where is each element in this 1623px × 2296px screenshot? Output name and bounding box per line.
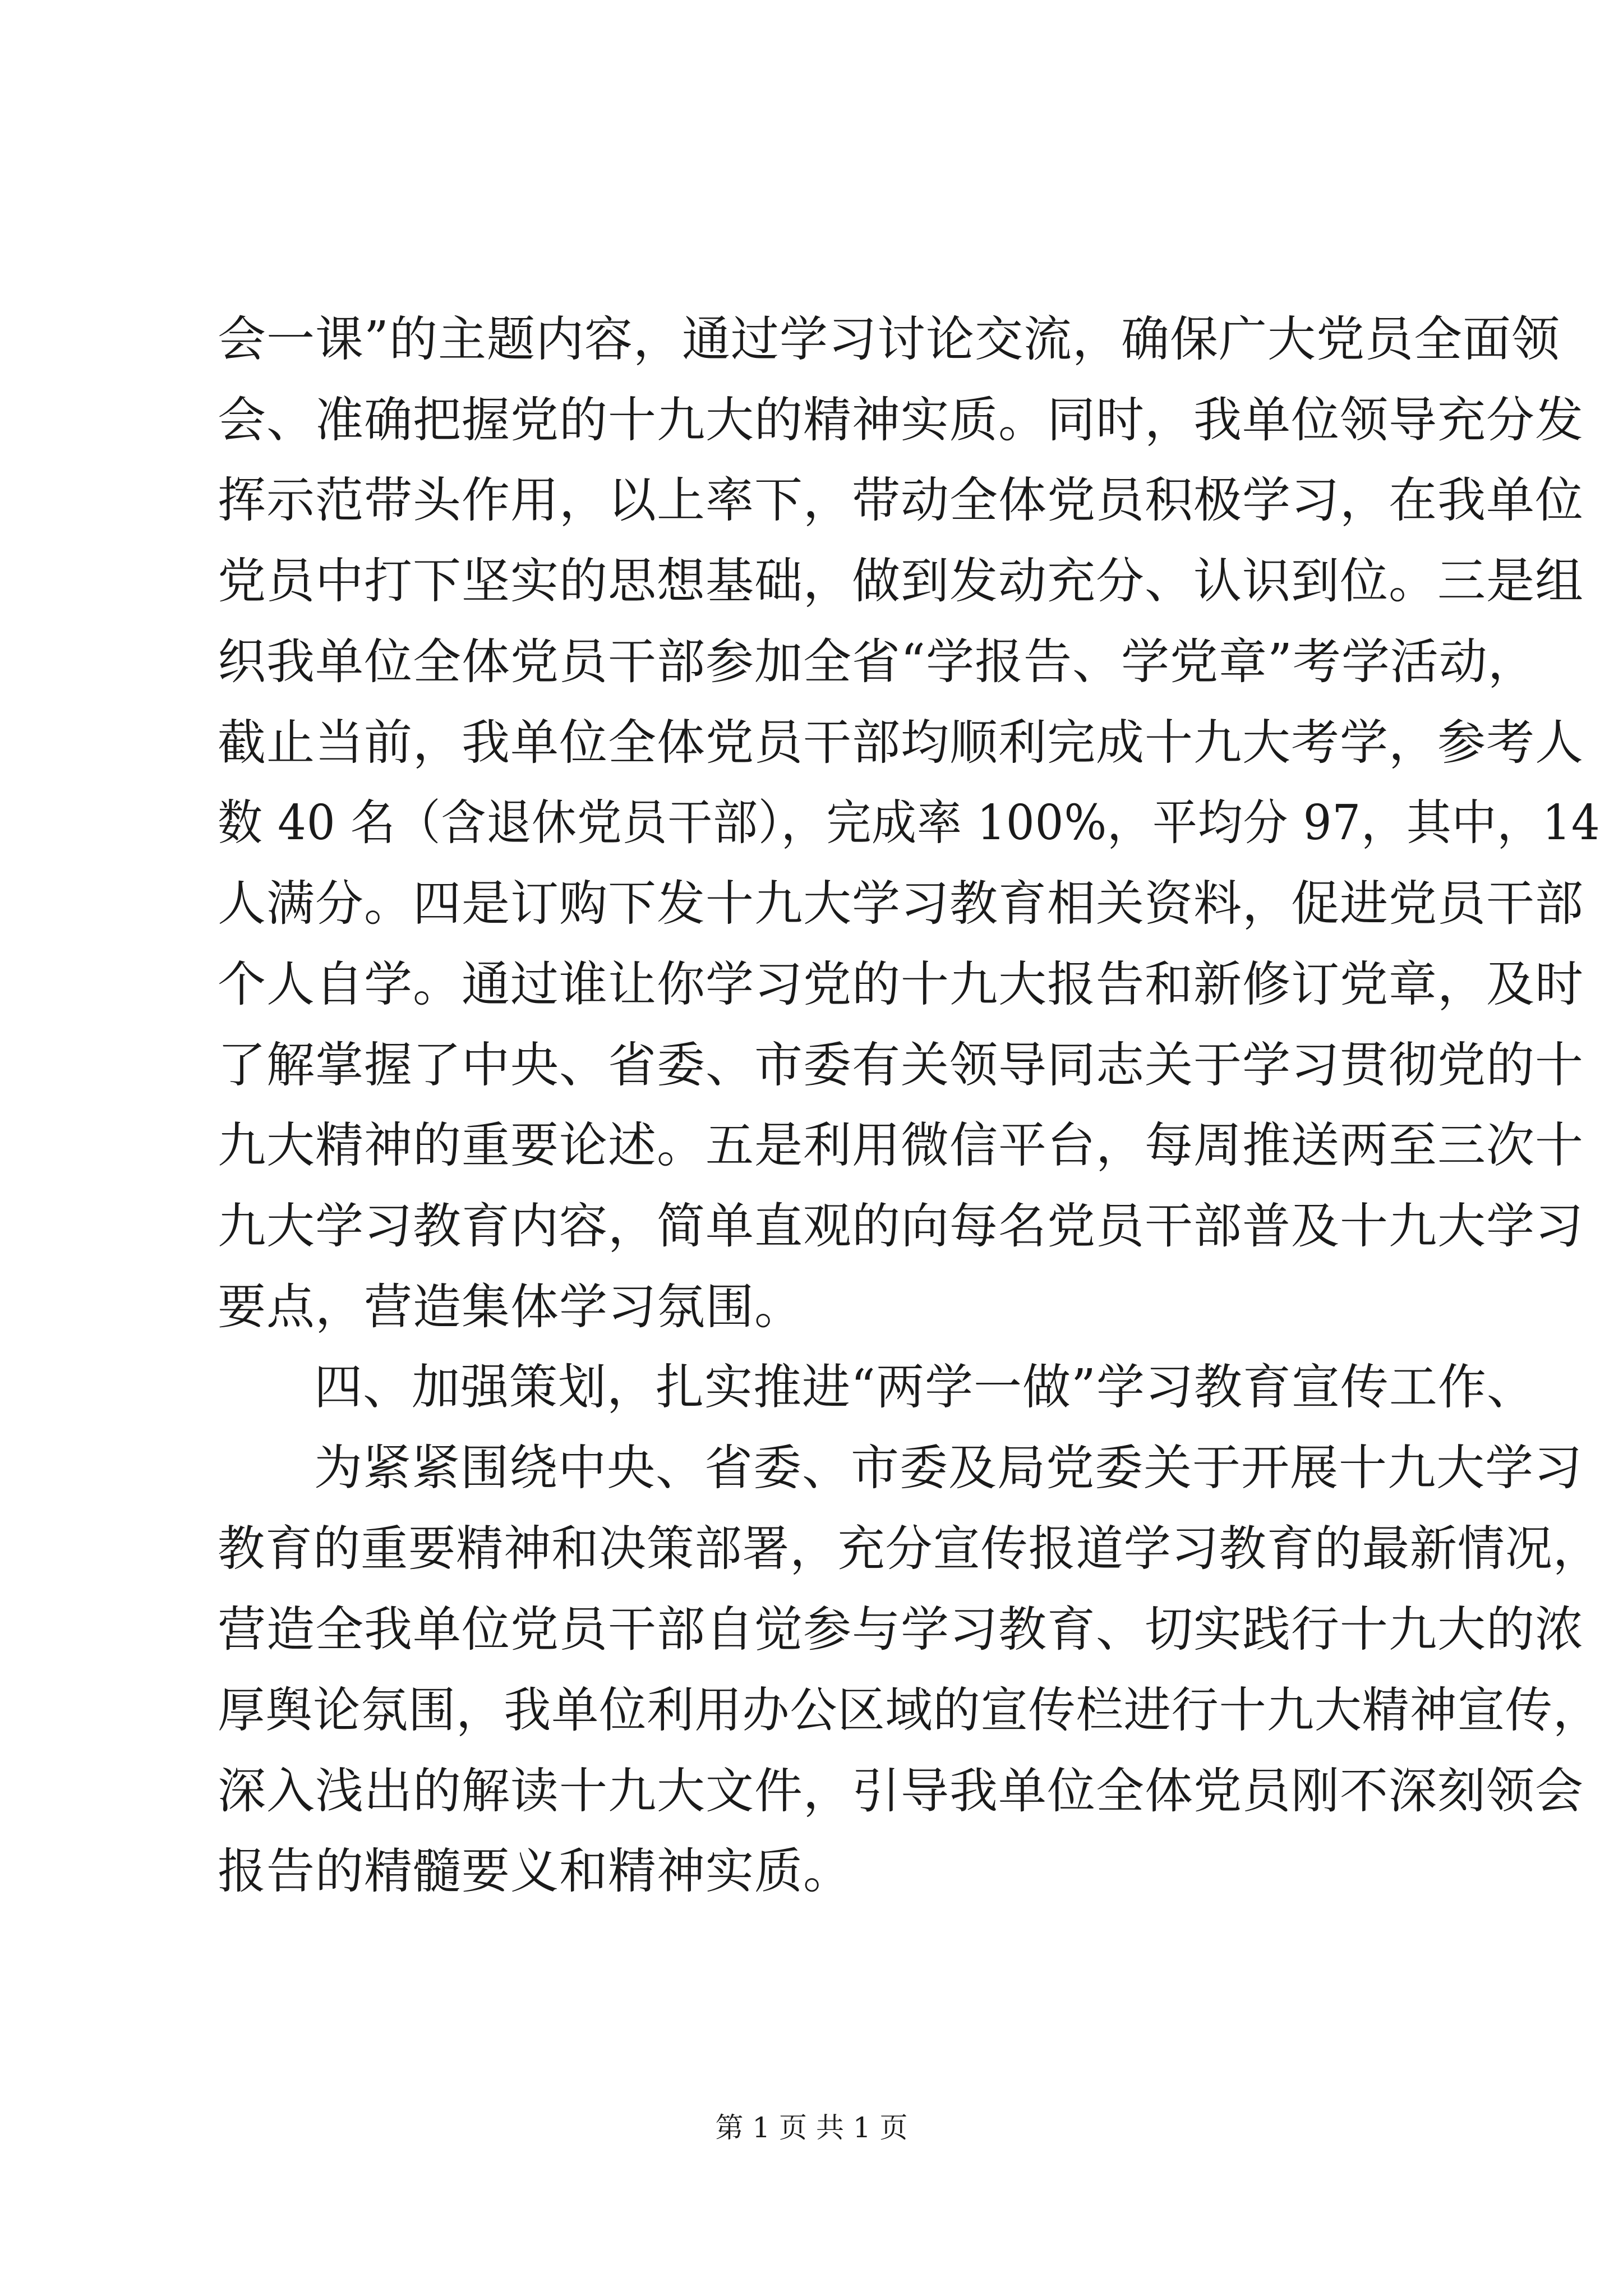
- text-line: 深入浅出的解读十九大文件，引导我单位全体党员刚不深刻领会: [218, 1763, 1584, 1819]
- text-line: 报告的精髓要义和精神实质。: [218, 1843, 852, 1899]
- text-line: 九大精神的重要论述。五是利用微信平台，每周推送两至三次十: [218, 1117, 1584, 1174]
- text-line: 厚舆论氛围，我单位利用办公区域的宣传栏进行十九大精神宣传，: [218, 1682, 1601, 1738]
- section-heading: 四、加强策划，扎实推进“两学一做”学习教育宣传工作、: [314, 1359, 1536, 1415]
- text-line: 了解掌握了中央、省委、市委有关领导同志关于学习贯彻党的十: [218, 1037, 1584, 1093]
- page-footer: 第 1 页 共 1 页: [715, 2111, 908, 2144]
- text-line: 教育的重要精神和决策部署，充分宣传报道学习教育的最新情况，: [218, 1521, 1601, 1577]
- text-line: 为紧紧围绕中央、省委、市委及局党委关于开展十九大学习: [314, 1440, 1583, 1496]
- text-line: 截止当前，我单位全体党员干部均顺利完成十九大考学，参考人: [218, 715, 1584, 771]
- text-line: 会、准确把握党的十九大的精神实质。同时，我单位领导充分发: [218, 392, 1584, 448]
- text-line: 织我单位全体党员干部参加全省“学报告、学党章”考学活动，: [218, 634, 1537, 690]
- text-line: 数 40 名（含退休党员干部），完成率 100%，平均分 97，其中，14: [218, 795, 1601, 851]
- text-line: 要点，营造集体学习氛围。: [218, 1279, 803, 1335]
- text-line: 九大学习教育内容，简单直观的向每名党员干部普及十九大学习: [218, 1198, 1584, 1254]
- text-line: 党员中打下坚实的思想基础，做到发动充分、认识到位。三是组: [218, 553, 1584, 609]
- text-line: 个人自学。通过谁让你学习党的十九大报告和新修订党章，及时: [218, 956, 1584, 1013]
- text-line: 会一课”的主题内容，通过学习讨论交流，确保广大党员全面领: [218, 311, 1560, 367]
- text-line: 挥示范带头作用，以上率下，带动全体党员积极学习，在我单位: [218, 472, 1584, 528]
- text-line: 营造全我单位党员干部自觉参与学习教育、切实践行十九大的浓: [218, 1602, 1584, 1658]
- text-line: 人满分。四是订购下发十九大学习教育相关资料，促进党员干部: [218, 876, 1584, 932]
